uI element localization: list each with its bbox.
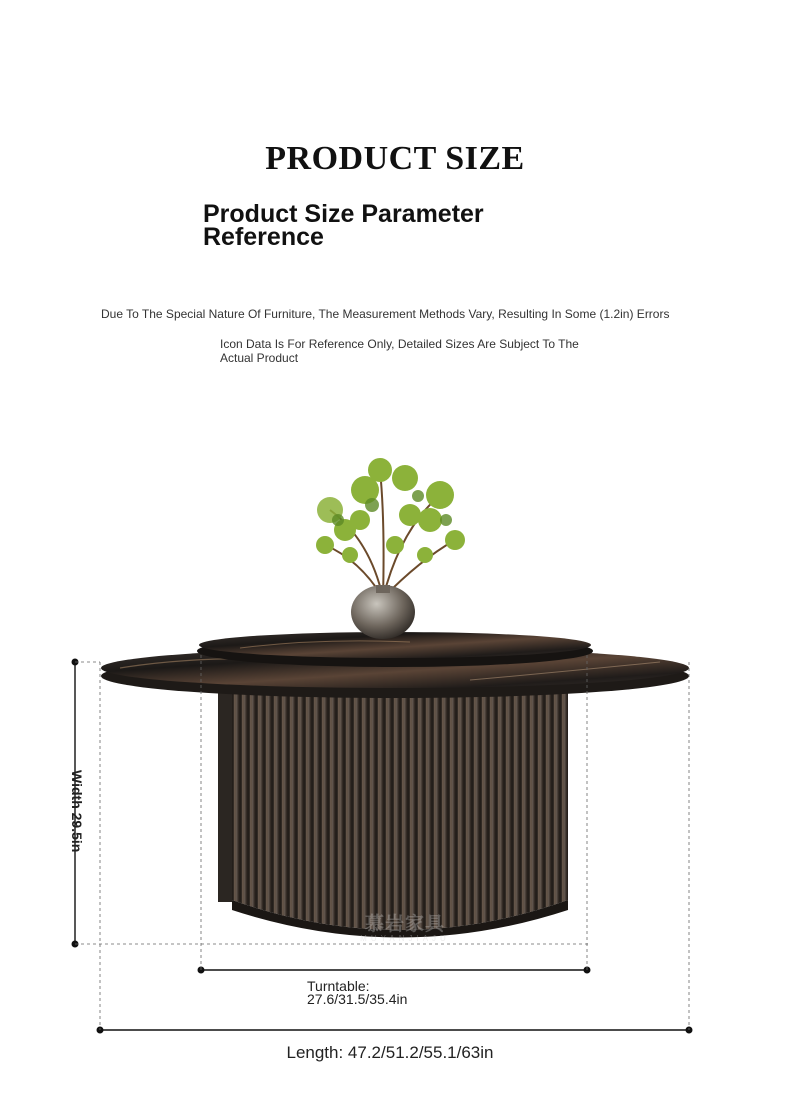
page-title: PRODUCT SIZE <box>265 140 525 177</box>
marble-turntable <box>197 632 593 667</box>
measurement-note: Due To The Special Nature Of Furniture, The Measurement Methods Vary, Resulting In Some (1.2in) Errors <box>101 307 670 321</box>
reference-note-line-1: Icon Data Is For Reference Only, Detailed Sizes Are Subject To The <box>220 337 579 351</box>
subtitle-line-2: Reference <box>203 223 324 251</box>
turntable-dimension-label <box>307 980 507 1006</box>
subtitle-line-1: Product Size Parameter <box>203 200 484 228</box>
turntable-label-line-2: 27.6/31.5/35.4in <box>307 991 408 1007</box>
fluted-base <box>218 688 568 938</box>
length-dimension-label: Length: 47.2/51.2/55.1/63in <box>286 1043 494 1062</box>
turntable-label-line-1: Turntable: <box>307 978 370 994</box>
brand-watermark: 慕岩家具 <box>364 914 445 935</box>
brand-watermark-latin: MUYANJIAJU <box>360 934 450 943</box>
reference-note-line-2: Actual Product <box>220 351 299 365</box>
vase-with-plant <box>316 458 465 639</box>
width-dimension-label: Width 29.5in <box>69 770 85 853</box>
